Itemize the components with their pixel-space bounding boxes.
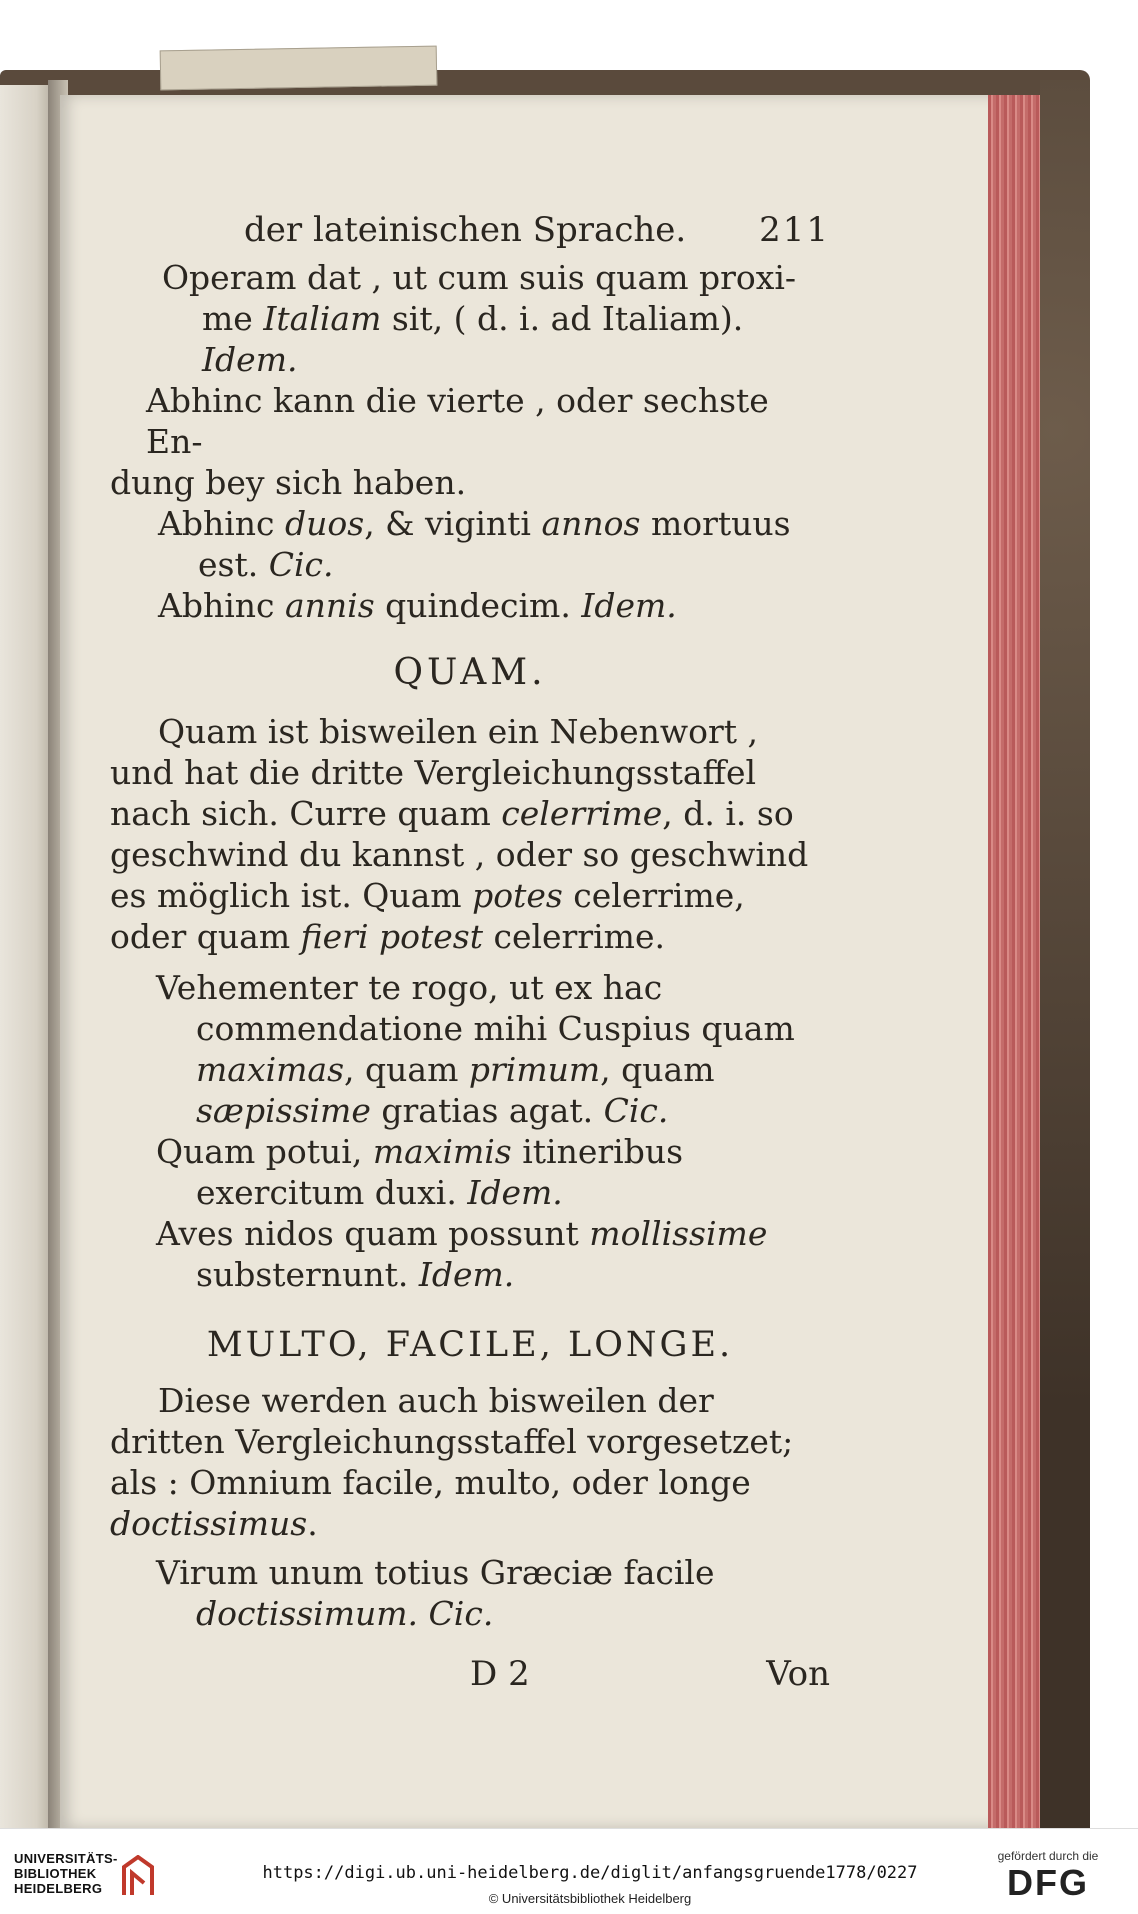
text-line: Abhinc duos, & viginti annos mortuus (158, 504, 791, 543)
paragraph-abhinc (110, 380, 830, 503)
library-name-line: UNIVERSITÄTS- (14, 1851, 118, 1866)
running-head-title: der lateinischen Sprache. (244, 210, 687, 250)
viewer-footer (0, 1828, 1138, 1914)
text-line: dung bey sich haben. (110, 463, 467, 502)
page-text (110, 210, 830, 1695)
text-line: Abhinc annis quindecim. Idem. (158, 586, 677, 625)
paragraph-multo: Diese werden auch bisweilen der dritten Vergleichungsstaffel vorgesetzet; als : Omnium facile, multo, oder longe doctissimus. (110, 1381, 794, 1543)
text-line: Operam dat , ut cum suis quam proxi- (162, 258, 797, 297)
quote-virum: Virum unum totius Græciæ facile doctissimum. Cic. (156, 1553, 715, 1633)
library-emblem-icon (118, 1855, 158, 1897)
signature-mark: D 2 (470, 1654, 530, 1694)
page-footer-marks (470, 1654, 830, 1695)
paragraph-quam: Quam ist bisweilen ein Nebenwort , und hat die dritte Vergleichungsstaffel nach sich. Curre quam celerrime, d. i. so geschwind du kannst , oder so geschwind es möglich ist. Quam potes celerrime, oder quam fieri potest celerrime. (110, 712, 809, 956)
copyright-notice: © Universitätsbibliothek Heidelberg (488, 1891, 692, 1906)
library-name-line: HEIDELBERG (14, 1881, 103, 1896)
dfg-logo: DFG (1007, 1862, 1089, 1903)
page-number: 211 (759, 210, 830, 250)
quote-aves: Aves nidos quam possunt mollissime substernunt. Idem. (156, 1214, 768, 1294)
funded-by-text: gefördert durch die (997, 1849, 1099, 1863)
quote-abhinc-duos (158, 503, 830, 626)
funding-logo[interactable] (978, 1849, 1118, 1903)
red-page-edges (988, 95, 1040, 1828)
text-line: me Italiam sit, ( d. i. ad Italiam). Idem. (202, 299, 744, 379)
quote-operam (162, 257, 830, 380)
page-url[interactable]: https://digi.ub.uni-heidelberg.de/diglit/anfangsgruende1778/0227 (262, 1863, 918, 1883)
catchword: Von (766, 1654, 830, 1694)
quote-vehementer: Vehementer te rogo, ut ex hac commendatione mihi Cuspius quam maximas, quam primum, quam sæpissime gratias agat. Cic. (156, 968, 795, 1130)
quote-quam-potui: Quam potui, maximis itineribus exercitum duxi. Idem. (156, 1132, 684, 1212)
cover-right-edge (1040, 80, 1090, 1828)
running-head (244, 210, 830, 251)
text-line: est. Cic. (198, 545, 334, 584)
text-line: Abhinc kann die vierte , oder sechste En- (146, 381, 769, 461)
left-page-edge (0, 85, 52, 1828)
heading-multo: MULTO, FACILE, LONGE. (206, 1325, 734, 1365)
library-name-line: BIBLIOTHEK (14, 1866, 97, 1881)
heading-quam: QUAM. (393, 652, 547, 693)
shelf-label (160, 46, 438, 91)
